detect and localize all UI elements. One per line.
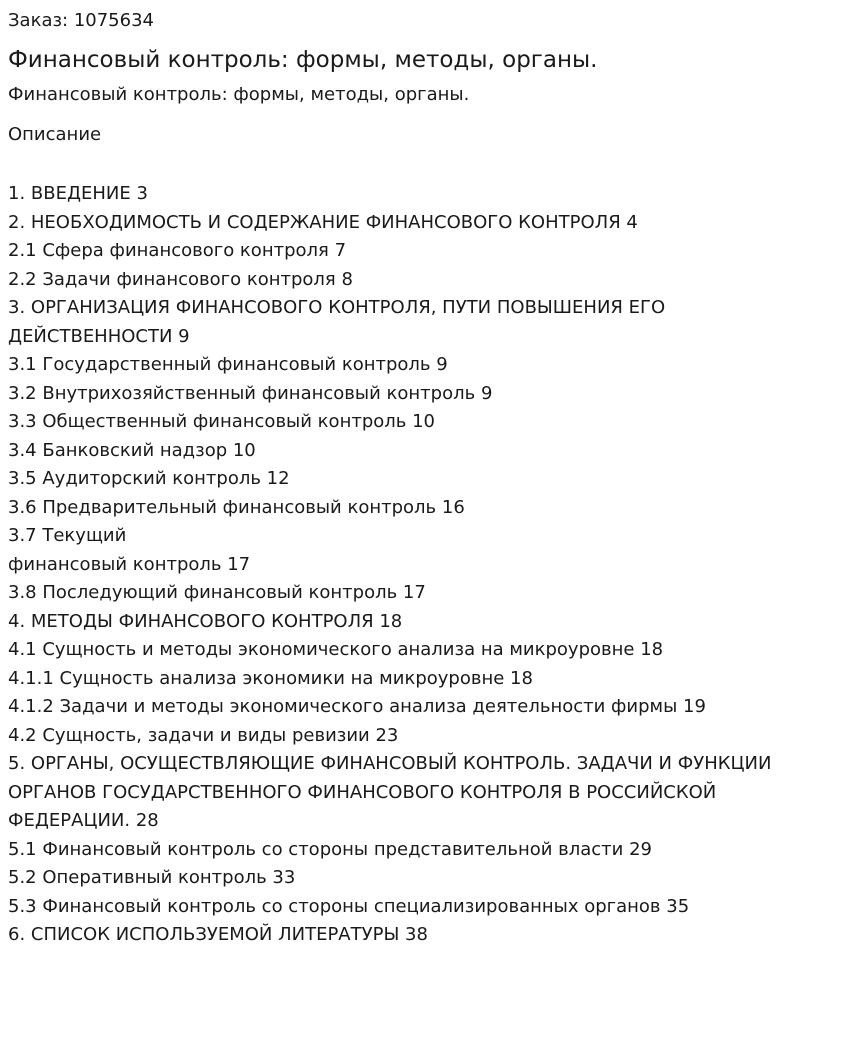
toc-line: 5.3 Финансовый контроль со стороны специализированных органов 35 — [8, 895, 690, 917]
toc-line: 4.1 Сущность и методы экономического анализа на микроуровне 18 — [8, 639, 664, 660]
toc-line: 5.2 Оперативный контроль 33 — [8, 867, 296, 888]
toc-line: 3.8 Последующий финансовый контроль 17 — [8, 582, 426, 603]
page-subtitle: Финансовый контроль: формы, методы, органы. — [8, 84, 470, 105]
toc-line: 3.1 Государственный финансовый контроль 9 — [8, 354, 448, 375]
toc-line: 4.2 Сущность, задачи и виды ревизии 23 — [8, 724, 399, 746]
toc-line: ФЕДЕРАЦИИ. 28 — [8, 810, 159, 831]
toc-line: 3.6 Предварительный финансовый контроль 16 — [8, 496, 465, 518]
toc-line: 3.4 Банковский надзор 10 — [8, 439, 256, 461]
toc-line: 3.7 Текущий — [8, 525, 127, 546]
toc-line: 5. ОРГАНЫ, ОСУЩЕСТВЛЯЮЩИЕ ФИНАНСОВЫЙ КОНТРОЛЬ. ЗАДАЧИ И ФУНКЦИИ — [8, 753, 772, 774]
toc-line: 2.2 Задачи финансового контроля 8 — [8, 268, 353, 290]
order-number: Заказ: 1075634 — [8, 10, 154, 31]
table-of-contents — [8, 180, 839, 950]
description-heading: Описание — [8, 124, 102, 145]
toc-line: 2. НЕОБХОДИМОСТЬ И СОДЕРЖАНИЕ ФИНАНСОВОГО КОНТРОЛЯ 4 — [8, 211, 638, 233]
toc-line: ОРГАНОВ ГОСУДАРСТВЕННОГО ФИНАНСОВОГО КОНТРОЛЯ В РОССИЙСКОЙ — [8, 781, 717, 803]
toc-line: 3.5 Аудиторский контроль 12 — [8, 468, 290, 489]
toc-line: 4. МЕТОДЫ ФИНАНСОВОГО КОНТРОЛЯ 18 — [8, 610, 403, 632]
page-title: Финансовый контроль: формы, методы, органы. — [8, 47, 598, 73]
toc-line: 1. ВВЕДЕНИЕ 3 — [8, 183, 148, 204]
toc-line: 5.1 Финансовый контроль со стороны представительной власти 29 — [8, 838, 652, 860]
toc-line: 6. СПИСОК ИСПОЛЬЗУЕМОЙ ЛИТЕРАТУРЫ 38 — [8, 924, 428, 945]
toc-line: 4.1.1 Сущность анализа экономики на микроуровне 18 — [8, 667, 533, 689]
toc-line: 3.3 Общественный финансовый контроль 10 — [8, 411, 435, 432]
toc-line: 3.2 Внутрихозяйственный финансовый контроль 9 — [8, 382, 493, 404]
toc-line: ДЕЙСТВЕННОСТИ 9 — [8, 325, 190, 347]
toc-line: 2.1 Сфера финансового контроля 7 — [8, 240, 347, 261]
toc-line: финансовый контроль 17 — [8, 553, 251, 575]
toc-line: 3. ОРГАНИЗАЦИЯ ФИНАНСОВОГО КОНТРОЛЯ, ПУТИ ПОВЫШЕНИЯ ЕГО — [8, 297, 666, 318]
toc-line: 4.1.2 Задачи и методы экономического анализа деятельности фирмы 19 — [8, 696, 706, 717]
